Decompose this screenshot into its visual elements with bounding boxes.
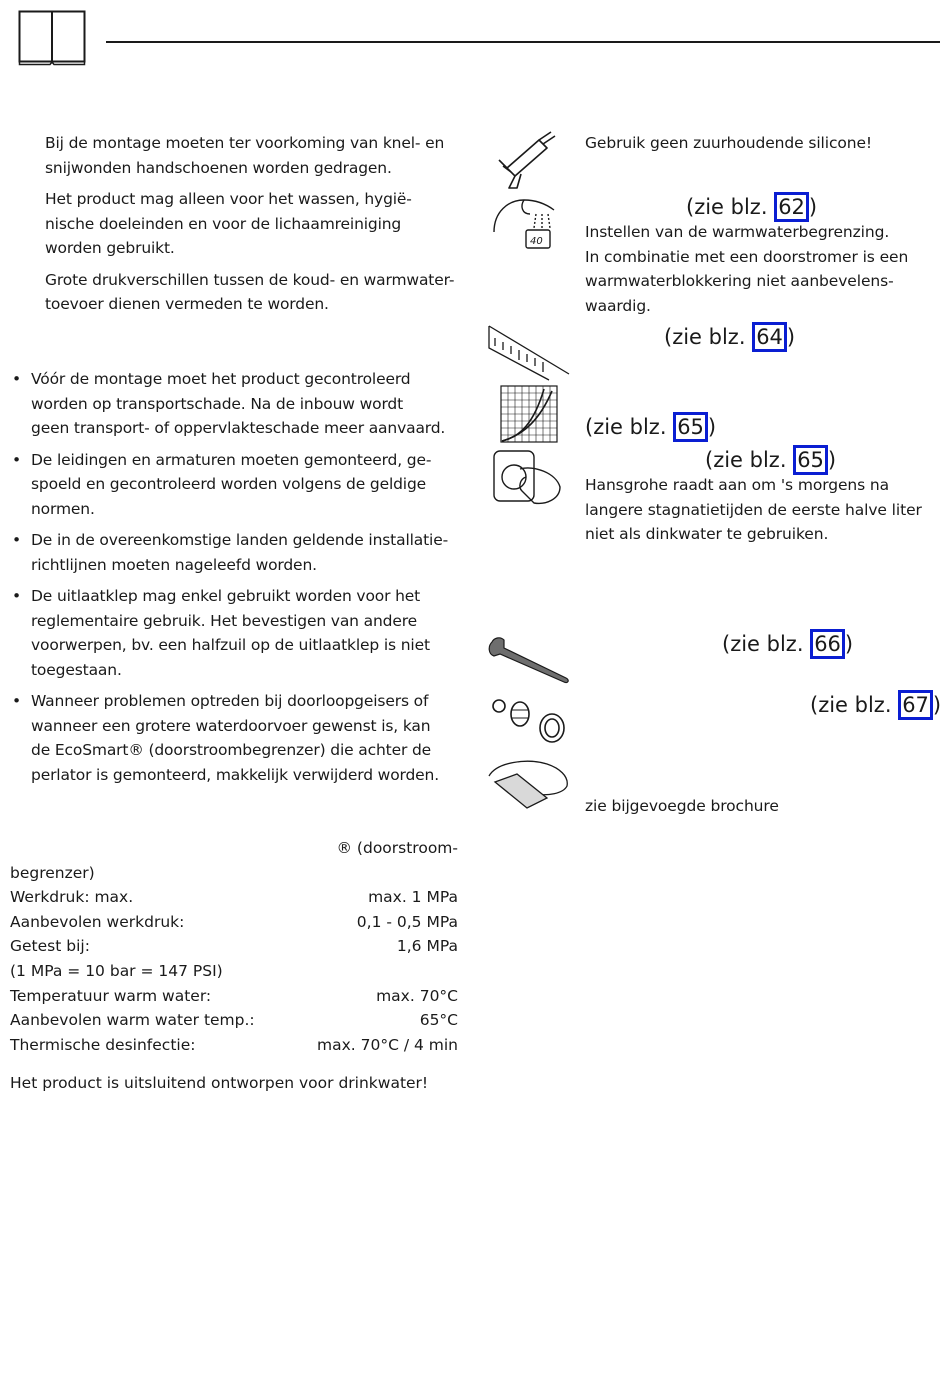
ruler-icon <box>485 320 571 380</box>
stagnation-advice: Hansgrohe raadt aan om 's morgens na langere stagnatietijden de eerste halve liter niet als dinkwater te gebruiken. <box>585 476 922 543</box>
installation-notes-list <box>10 367 465 794</box>
header-rule <box>106 41 940 43</box>
spec-note: (1 MPa = 10 bar = 147 PSI) <box>10 961 223 980</box>
page-link[interactable]: 66 <box>810 629 845 659</box>
page-link[interactable]: 64 <box>752 322 787 352</box>
list-item: • De leidingen en armaturen moeten gemonteerd, ge- spoeld en gecontroleerd worden volgens de geldige normen. <box>10 448 465 522</box>
hot-water-limit-text: Instellen van de warmwaterbegrenzing. In combinatie met een doorstromer is een warmwaterblokkering niet aanbevelens- waardig. <box>585 223 909 315</box>
spec-row: Getest bij: 1,6 MPa <box>10 937 458 956</box>
safety-paragraph: Bij de montage moeten ter voorkoming van knel- en snijwonden handschoenen worden gedragen. <box>45 134 445 177</box>
safety-paragraph: Grote drukverschillen tussen de koud- en warmwater- toevoer dienen vermeden te worden. <box>45 270 455 313</box>
spec-row: Aanbevolen werkdruk: 0,1 - 0,5 MPa <box>10 912 458 931</box>
valve-hand-icon <box>490 447 562 507</box>
drinking-water-note: Het product is uitsluitend ontworpen voor drinkwater! <box>10 1074 429 1092</box>
spec-row: Werkdruk: max. max. 1 MPa <box>10 888 458 907</box>
cleaning-cloth-icon <box>487 754 571 810</box>
page-reference: (zie blz. 65 ) <box>705 445 836 475</box>
wrench-icon <box>486 632 570 686</box>
svg-text:40: 40 <box>530 236 543 247</box>
list-item: • De in de overeenkomstige landen geldende installatie- richtlijnen moeten nageleefd worden. <box>10 528 465 577</box>
spec-row: Thermische desinfectie: max. 70°C / 4 min <box>10 1035 458 1054</box>
list-item: • De uitlaatklep mag enkel gebruikt worden voor het reglementaire gebruik. Het bevestigen van andere voorwerpen, bv. een halfzuil op de uitlaatklep is niet toegestaan. <box>10 584 465 682</box>
spec-row: Aanbevolen warm water temp.: 65°C <box>10 1011 458 1030</box>
technical-data <box>10 836 458 1057</box>
page-link[interactable]: 67 <box>898 690 933 720</box>
list-item: • Vóór de montage moet het product gecontroleerd worden op transportschade. Na de inbouw wordt geen transport- of oppervlakteschade meer aanvaard. <box>10 367 465 441</box>
spec-row: begrenzer) <box>10 863 95 882</box>
page-reference: (zie blz. 65 ) <box>585 412 716 442</box>
page-link[interactable]: 62 <box>774 192 809 222</box>
book-icon <box>18 10 86 66</box>
safety-notes <box>10 131 465 317</box>
page-link[interactable]: 65 <box>793 445 828 475</box>
page-reference: (zie blz. 62 ) <box>686 192 817 222</box>
brochure-note: zie bijgevoegde brochure <box>585 797 779 815</box>
page-reference: (zie blz. 64 ) <box>664 322 795 352</box>
page-link[interactable]: 65 <box>673 412 708 442</box>
spec-row: ® (doorstroom- <box>336 839 458 857</box>
aerator-parts-icon <box>490 690 572 746</box>
thermometer-hand-icon <box>490 192 562 252</box>
page-reference: (zie blz. 67 ) <box>810 690 941 720</box>
safety-paragraph: Het product mag alleen voor het wassen, hygië- nische doeleinden en voor de lichaamreiniging worden gebruikt. <box>45 190 412 257</box>
silicone-warning: Gebruik geen zuurhoudende silicone! <box>585 134 873 152</box>
silicone-gun-icon <box>497 130 559 190</box>
list-item: • Wanneer problemen optreden bij doorloopgeisers of wanneer een grotere waterdoorvoer gewenst is, kan de EcoSmart® (doorstroombegrenzer) die achter de perlator is gemonteerd, makkelijk verwijderd worden. <box>10 689 465 787</box>
page-reference: (zie blz. 66 ) <box>722 629 853 659</box>
graph-icon <box>500 385 558 443</box>
spec-row: Temperatuur warm water: max. 70°C <box>10 986 458 1005</box>
